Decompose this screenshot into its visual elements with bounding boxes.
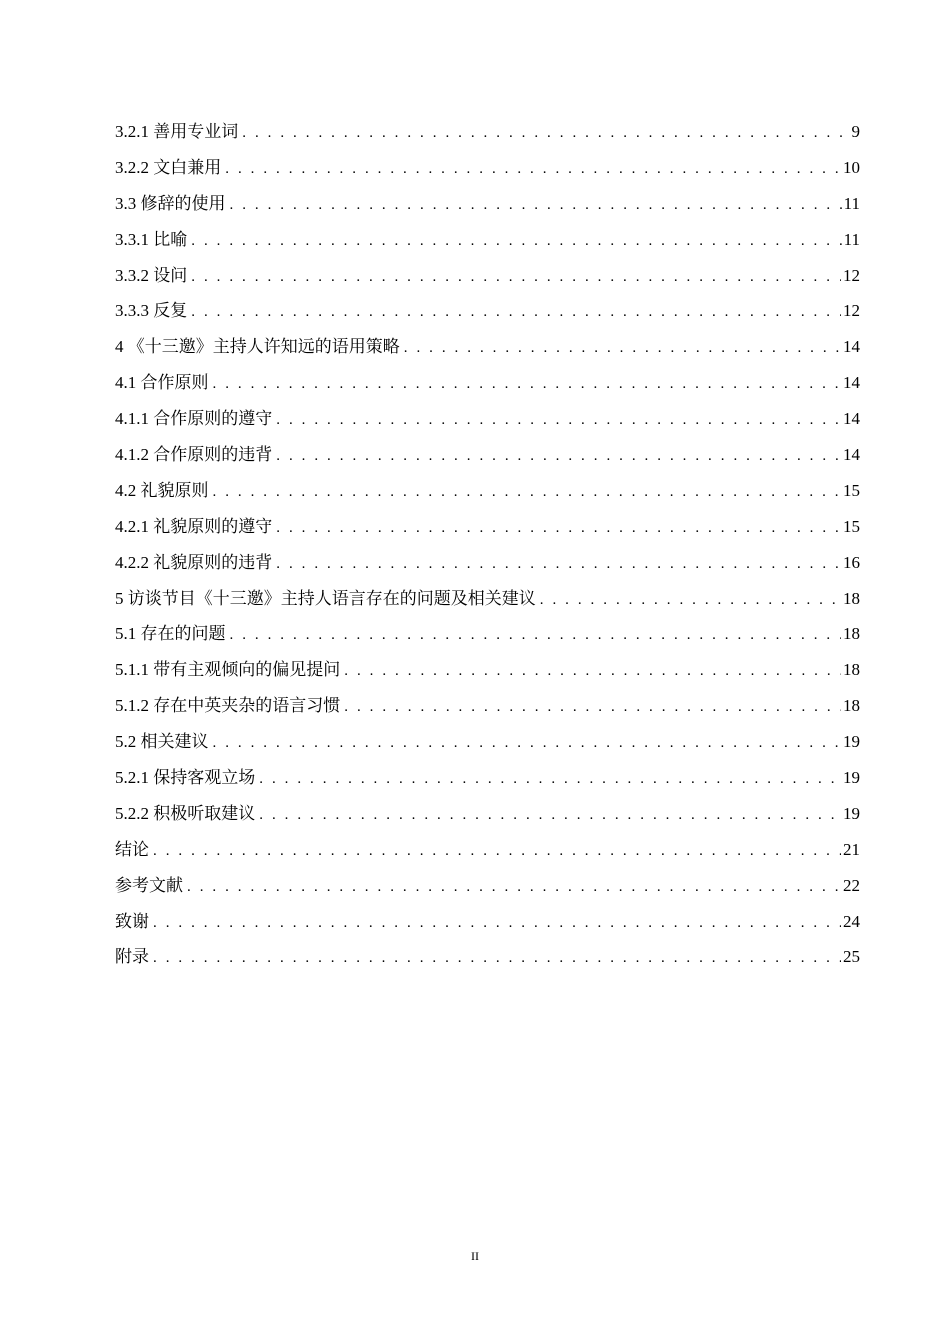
toc-dot-leader (259, 797, 841, 833)
toc-dot-leader (276, 402, 841, 438)
toc-dot-leader (276, 510, 841, 546)
toc-entry[interactable] (115, 581, 860, 617)
toc-dot-leader (153, 905, 841, 941)
toc-entry-label: 致谢 (115, 911, 149, 931)
toc-dot-leader (225, 151, 841, 187)
toc-entry-label: 4.2.2 礼貌原则的违背 (115, 552, 273, 572)
toc-entry[interactable] (115, 293, 860, 329)
toc-dot-leader (230, 617, 842, 653)
toc-dot-leader (259, 761, 841, 797)
toc-entry-label: 5 访谈节目《十三邀》主持人语言存在的问题及相关建议 (115, 588, 536, 608)
toc-entry-page: 18 (843, 696, 860, 716)
toc-entry-page: 12 (843, 301, 860, 321)
toc-dot-leader (276, 438, 841, 474)
toc-dot-leader (540, 582, 841, 618)
toc-entry[interactable] (115, 509, 860, 545)
toc-entry-label: 4.1.1 合作原则的遵守 (115, 409, 273, 429)
toc-entry[interactable] (115, 258, 860, 294)
toc-entry-label: 3.3 修辞的使用 (115, 193, 226, 213)
toc-entry-page: 14 (843, 445, 860, 465)
toc-entry[interactable] (115, 114, 860, 150)
toc-entry-label: 3.2.2 文白兼用 (115, 157, 222, 177)
toc-entry[interactable] (115, 222, 860, 258)
toc-entry-page: 14 (843, 337, 860, 357)
toc-dot-leader (213, 725, 842, 761)
toc-dot-leader (191, 259, 841, 295)
toc-entry-page: 25 (843, 947, 860, 967)
toc-entry-label: 4.2.1 礼貌原则的遵守 (115, 516, 273, 536)
toc-entry-label: 参考文献 (115, 875, 183, 895)
toc-entry[interactable] (115, 401, 860, 437)
toc-entry-label: 3.2.1 善用专业词 (115, 122, 239, 141)
toc-entry-page: 21 (843, 839, 860, 859)
toc-dot-leader (191, 294, 841, 330)
toc-entry-page: 18 (843, 624, 860, 644)
toc-entry[interactable] (115, 616, 860, 652)
toc-entry[interactable] (115, 868, 860, 904)
toc-entry-label: 5.2.1 保持客观立场 (115, 768, 256, 788)
toc-entry[interactable] (115, 329, 860, 365)
toc-dot-leader (242, 115, 849, 151)
toc-entry-page: 18 (843, 660, 860, 680)
toc-dot-leader (191, 223, 841, 259)
toc-entry-page: 15 (843, 480, 860, 500)
toc-entry[interactable] (115, 688, 860, 724)
toc-entry[interactable] (115, 150, 860, 186)
toc-entry-label: 4 《十三邀》主持人许知远的语用策略 (115, 337, 400, 357)
toc-entry-label: 3.3.2 设问 (115, 265, 188, 285)
toc-dot-leader (344, 653, 841, 689)
toc-dot-leader (404, 330, 841, 366)
toc-entry-page: 22 (843, 875, 860, 895)
toc-entry-page: 14 (843, 373, 860, 393)
toc-entry[interactable] (115, 760, 860, 796)
toc-entry-page: 19 (843, 732, 860, 752)
toc-entry[interactable] (115, 186, 860, 222)
toc-entry-page: 11 (843, 193, 860, 213)
toc-entry[interactable] (115, 796, 860, 832)
toc-entry-page: 12 (843, 265, 860, 285)
toc-entry-page: 9 (851, 122, 860, 141)
toc-entry[interactable] (115, 652, 860, 688)
toc-entry-label: 附录 (115, 947, 149, 967)
table-of-contents (115, 114, 860, 975)
toc-entry-label: 5.1 存在的问题 (115, 624, 226, 644)
toc-entry-label: 4.2 礼貌原则 (115, 480, 209, 500)
page-number: II (471, 1249, 479, 1263)
toc-entry-page: 14 (843, 409, 860, 429)
toc-entry[interactable] (115, 904, 860, 940)
toc-entry-page: 11 (843, 229, 860, 249)
toc-dot-leader (187, 869, 841, 905)
toc-dot-leader (344, 689, 841, 725)
toc-entry-label: 5.1.2 存在中英夹杂的语言习惯 (115, 696, 341, 716)
toc-entry[interactable] (115, 724, 860, 760)
toc-entry-label: 5.2 相关建议 (115, 732, 209, 752)
toc-entry-label: 4.1.2 合作原则的违背 (115, 445, 273, 465)
toc-entry-label: 3.3.3 反复 (115, 301, 188, 321)
toc-entry-label: 4.1 合作原则 (115, 373, 209, 393)
toc-dot-leader (230, 187, 842, 223)
toc-dot-leader (276, 546, 841, 582)
toc-dot-leader (213, 366, 842, 402)
toc-entry-page: 18 (843, 588, 860, 608)
toc-entry[interactable] (115, 545, 860, 581)
toc-entry-page: 19 (843, 768, 860, 788)
toc-entry-page: 15 (843, 516, 860, 536)
toc-entry[interactable] (115, 437, 860, 473)
toc-entry-page: 10 (843, 157, 860, 177)
toc-entry-label: 5.1.1 带有主观倾向的偏见提问 (115, 660, 341, 680)
toc-entry-label: 5.2.2 积极听取建议 (115, 803, 256, 823)
toc-entry-page: 24 (843, 911, 860, 931)
toc-entry[interactable] (115, 939, 860, 975)
toc-entry-label: 3.3.1 比喻 (115, 229, 188, 249)
toc-dot-leader (153, 940, 841, 976)
toc-entry[interactable] (115, 832, 860, 868)
toc-entry[interactable] (115, 365, 860, 401)
toc-entry-page: 19 (843, 803, 860, 823)
toc-entry-label: 结论 (115, 839, 149, 859)
toc-dot-leader (153, 833, 841, 869)
toc-entry[interactable] (115, 473, 860, 509)
toc-dot-leader (213, 474, 842, 510)
toc-entry-page: 16 (843, 552, 860, 572)
